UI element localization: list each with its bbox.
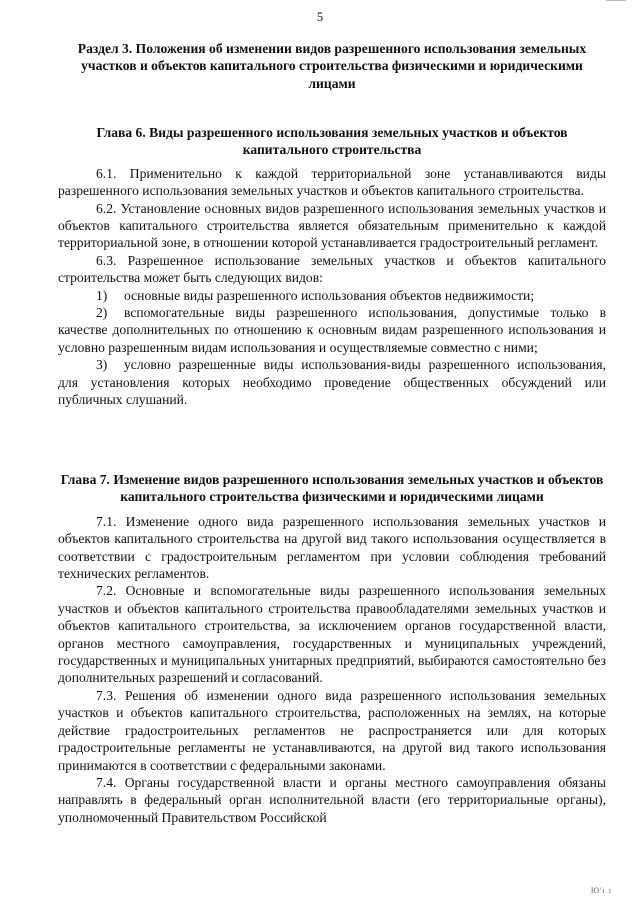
paragraph-7-4: 7.4. Органы государственной власти и органы местного самоуправления обязаны направлять в федеральный орган исполнительной власти (его территориальные органы), уполномоченный Правительством Российской — [58, 774, 606, 825]
list-marker-2: 2) — [96, 305, 108, 321]
paragraph-6-1: 6.1. Применительно к каждой территориальной зоне устанавливаются виды разрешенного использования земельных участков и объектов капитального строительства. — [58, 165, 606, 199]
chapter-6-block — [58, 124, 606, 409]
paragraph-7-1: 7.1. Изменение одного вида разрешенного использования земельных участков и объектов капитального строительства на другой вид такого использования осуществляется в соответствии с градостроительным регламентом при условии соблюдения требований технических регламентов. — [58, 513, 606, 582]
page-number: 5 — [316, 10, 324, 24]
list-item-1 — [58, 287, 606, 304]
list-text-3: условно разрешенные виды использования-виды разрешенного использования, для установления которых необходимо проведение общественных обсуждений или публичных слушаний. — [58, 357, 606, 408]
chapter-7-title: Глава 7. Изменение видов разрешенного использования земельных участков и объектов капитального строительства физическими и юридическими лицами — [60, 472, 604, 505]
paragraph-6-2: 6.2. Установление основных видов разрешенного использования земельных участков и объектов капитального строительства является обязательным применительно к каждой территориальной зоне, в отношении которой устанавливается градостроительный регламент. — [58, 200, 606, 251]
list-text-1: основные виды разрешенного использования объектов недвижимости; — [124, 287, 535, 303]
list-item-3 — [58, 356, 606, 408]
paragraph-7-3: 7.3. Решения об изменении одного вида разрешенного использования земельных участков и объектов капитального строительства, расположенных на землях, на которые действие градостроительных регламентов не распространяется или для которых градостроительные регламенты не устанавливаются, на другой вид такого использования принимаются в соответствии с федеральными законами. — [58, 687, 606, 773]
list-marker-1: 1) — [96, 287, 108, 303]
footer-mark: Ю'ı ı — [590, 885, 612, 895]
list-marker-3: 3) — [96, 357, 108, 373]
page-corner-mark — [606, 0, 626, 4]
section-3-heading-block — [58, 40, 606, 92]
chapter-6-title: Глава 6. Виды разрешенного использования земельных участков и объектов капитального строительства — [96, 125, 568, 158]
list-item-2 — [58, 304, 606, 356]
list-text-2: вспомогательные виды разрешенного использования, допустимые только в качестве дополнительных по отношению к основным видам разрешенного использования и условно разрешенным видам использования и осуществляемые совместно с ними; — [58, 305, 606, 355]
chapter-7-block — [58, 471, 606, 826]
section-3-title: Раздел 3. Положения об изменении видов разрешенного использования земельных участков и объектов капитального строительства физическими и юридическими лицами — [77, 41, 587, 91]
paragraph-7-2: 7.2. Основные и вспомогательные виды разрешенного использования земельных участков и объектов капитального строительства правообладателями земельных участков и объектов капитального строительства, за исключением органов государственной власти, органов местного самоуправления, государственных и муниципальных учреждений, государственных и муниципальных унитарных предприятий, выбираются самостоятельно без дополнительных разрешений и согласований. — [58, 583, 606, 686]
paragraph-6-3: 6.3. Разрешенное использование земельных участков и объектов капитального строительства может быть следующих видов: — [58, 252, 606, 286]
